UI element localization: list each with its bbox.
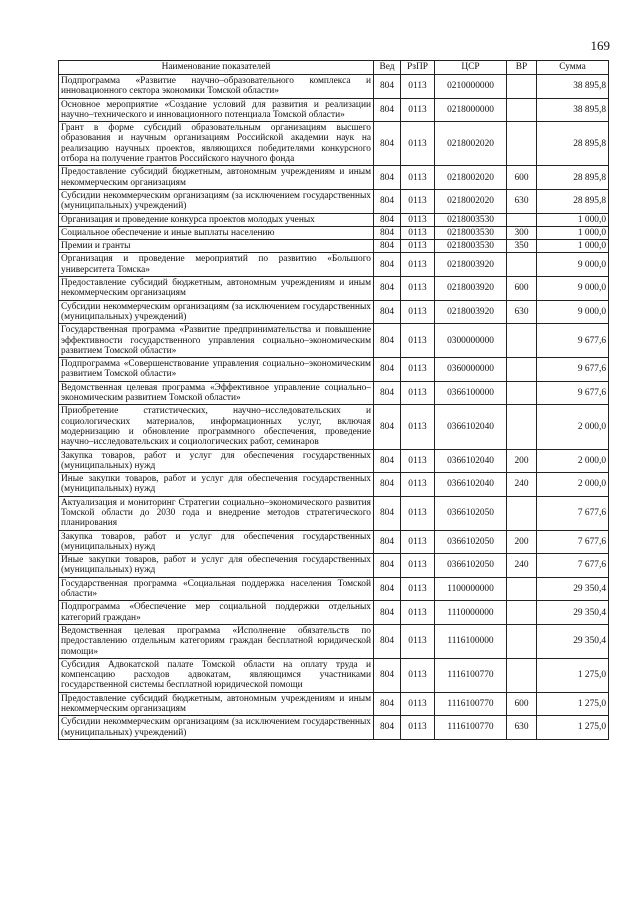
budget-table — [58, 60, 609, 740]
row-ved: 804 — [374, 277, 401, 301]
table-row — [59, 300, 609, 324]
row-rzpr: 0113 — [401, 716, 435, 740]
row-sum: 7 677,6 — [537, 530, 609, 554]
row-sum: 28 895,8 — [537, 122, 609, 166]
row-name: Организация и проведение конкурса проектов молодых ученых — [59, 213, 374, 226]
row-sum: 9 677,6 — [537, 381, 609, 405]
row-csr: 0218003530 — [435, 226, 507, 239]
row-vr: 240 — [507, 554, 537, 578]
row-csr: 0360000000 — [435, 358, 507, 382]
row-csr: 1116100770 — [435, 658, 507, 692]
row-name: Основное мероприятие «Создание условий для развития и реализации научно–технического и инновационного потенциала Томской области» — [59, 98, 374, 122]
table-row — [59, 189, 609, 213]
row-csr: 0366102040 — [435, 405, 507, 449]
row-csr: 0218003920 — [435, 277, 507, 301]
row-vr — [507, 75, 537, 99]
row-csr: 1100000000 — [435, 577, 507, 601]
row-ved: 804 — [374, 166, 401, 190]
table-row — [59, 166, 609, 190]
row-rzpr: 0113 — [401, 358, 435, 382]
row-sum: 29 350,4 — [537, 577, 609, 601]
row-rzpr: 0113 — [401, 213, 435, 226]
table-row — [59, 226, 609, 239]
row-name: Предоставление субсидий бюджетным, автономным учреждениям и иным некоммерческим организациям — [59, 692, 374, 716]
row-rzpr: 0113 — [401, 253, 435, 277]
row-rzpr: 0113 — [401, 530, 435, 554]
row-name: Организация и проведение мероприятий по развитию «Большого университета Томска» — [59, 253, 374, 277]
table-row — [59, 98, 609, 122]
row-name: Актуализация и мониторинг Стратегии социально–экономического развития Томской области до 2030 года и внедрение методов стратегического планирования — [59, 496, 374, 530]
row-name: Ведомственная целевая программа «Эффективное управление социально–экономическим развитием Томской области» — [59, 381, 374, 405]
table-row — [59, 75, 609, 99]
row-rzpr: 0113 — [401, 166, 435, 190]
table-row — [59, 658, 609, 692]
table-row — [59, 122, 609, 166]
row-vr — [507, 253, 537, 277]
row-sum: 9 000,0 — [537, 253, 609, 277]
row-name: Предоставление субсидий бюджетным, автономным учреждениям и иным некоммерческим организациям — [59, 166, 374, 190]
row-csr: 0218000000 — [435, 98, 507, 122]
table-row — [59, 530, 609, 554]
row-vr — [507, 624, 537, 658]
row-ved: 804 — [374, 496, 401, 530]
row-sum: 2 000,0 — [537, 449, 609, 473]
table-row — [59, 358, 609, 382]
row-ved: 804 — [374, 358, 401, 382]
row-csr: 0218002020 — [435, 189, 507, 213]
row-ved: 804 — [374, 692, 401, 716]
row-vr — [507, 658, 537, 692]
row-ved: 804 — [374, 624, 401, 658]
row-csr: 0366100000 — [435, 381, 507, 405]
header-name: Наименование показателей — [59, 61, 374, 75]
row-csr: 0300000000 — [435, 324, 507, 358]
table-row — [59, 240, 609, 253]
row-sum: 9 000,0 — [537, 277, 609, 301]
row-csr: 0366102050 — [435, 530, 507, 554]
row-vr — [507, 324, 537, 358]
row-csr: 0366102040 — [435, 473, 507, 497]
row-csr: 1116100770 — [435, 692, 507, 716]
row-name: Государственная программа «Социальная поддержка населения Томской области» — [59, 577, 374, 601]
table-header-row — [59, 61, 609, 75]
row-csr: 0218003530 — [435, 213, 507, 226]
row-rzpr: 0113 — [401, 658, 435, 692]
table-row — [59, 624, 609, 658]
row-vr: 200 — [507, 530, 537, 554]
row-sum: 1 275,0 — [537, 692, 609, 716]
row-name: Иные закупки товаров, работ и услуг для обеспечения государственных (муниципальных) нужд — [59, 473, 374, 497]
table-row — [59, 496, 609, 530]
row-sum: 9 677,6 — [537, 358, 609, 382]
row-ved: 804 — [374, 253, 401, 277]
table-row — [59, 277, 609, 301]
row-csr: 0218002020 — [435, 166, 507, 190]
table-row — [59, 577, 609, 601]
row-csr: 0366102050 — [435, 496, 507, 530]
row-rzpr: 0113 — [401, 405, 435, 449]
row-ved: 804 — [374, 449, 401, 473]
row-rzpr: 0113 — [401, 98, 435, 122]
row-rzpr: 0113 — [401, 381, 435, 405]
table-row — [59, 473, 609, 497]
table-row — [59, 692, 609, 716]
row-rzpr: 0113 — [401, 692, 435, 716]
row-vr: 630 — [507, 189, 537, 213]
row-ved: 804 — [374, 381, 401, 405]
row-rzpr: 0113 — [401, 300, 435, 324]
row-ved: 804 — [374, 226, 401, 239]
row-sum: 38 895,8 — [537, 75, 609, 99]
row-rzpr: 0113 — [401, 554, 435, 578]
row-ved: 804 — [374, 75, 401, 99]
row-sum: 28 895,8 — [537, 166, 609, 190]
row-csr: 1116100000 — [435, 624, 507, 658]
row-sum: 1 275,0 — [537, 658, 609, 692]
row-sum: 28 895,8 — [537, 189, 609, 213]
row-sum: 9 677,6 — [537, 324, 609, 358]
table-row — [59, 554, 609, 578]
row-vr: 630 — [507, 300, 537, 324]
row-rzpr: 0113 — [401, 449, 435, 473]
row-name: Предоставление субсидий бюджетным, автономным учреждениям и иным некоммерческим организациям — [59, 277, 374, 301]
table-row — [59, 405, 609, 449]
row-csr: 1116100770 — [435, 716, 507, 740]
row-rzpr: 0113 — [401, 577, 435, 601]
header-ved: Вед — [374, 61, 401, 75]
row-sum: 2 000,0 — [537, 405, 609, 449]
row-vr: 200 — [507, 449, 537, 473]
row-ved: 804 — [374, 324, 401, 358]
row-rzpr: 0113 — [401, 324, 435, 358]
header-csr: ЦСР — [435, 61, 507, 75]
row-sum: 38 895,8 — [537, 98, 609, 122]
row-name: Иные закупки товаров, работ и услуг для обеспечения государственных (муниципальных) нужд — [59, 554, 374, 578]
row-sum: 29 350,4 — [537, 624, 609, 658]
row-rzpr: 0113 — [401, 624, 435, 658]
row-name: Подпрограмма «Развитие научно–образовательного комплекса и инновационного сектора экономики Томской области» — [59, 75, 374, 99]
row-vr — [507, 98, 537, 122]
row-ved: 804 — [374, 716, 401, 740]
row-name: Подпрограмма «Обеспечение мер социальной поддержки отдельных категорий граждан» — [59, 601, 374, 625]
row-ved: 804 — [374, 405, 401, 449]
row-name: Закупка товаров, работ и услуг для обеспечения государственных (муниципальных) нужд — [59, 530, 374, 554]
row-vr — [507, 122, 537, 166]
row-csr: 1110000000 — [435, 601, 507, 625]
row-rzpr: 0113 — [401, 277, 435, 301]
row-name: Субсидии некоммерческим организациям (за исключением государственных (муниципальных) учреждений) — [59, 189, 374, 213]
row-sum: 1 000,0 — [537, 240, 609, 253]
row-name: Премии и гранты — [59, 240, 374, 253]
row-vr: 600 — [507, 692, 537, 716]
row-rzpr: 0113 — [401, 189, 435, 213]
row-ved: 804 — [374, 473, 401, 497]
row-ved: 804 — [374, 240, 401, 253]
header-sum: Сумма — [537, 61, 609, 75]
row-sum: 29 350,4 — [537, 601, 609, 625]
header-vr: ВР — [507, 61, 537, 75]
header-rzpr: РзПР — [401, 61, 435, 75]
row-name: Грант в форме субсидий образовательным организациям высшего образования и научным организациям Российской академии наук на реализацию научных проектов, являющихся победителями конкурсного отбора на получение грантов Российского научного фонда — [59, 122, 374, 166]
table-row — [59, 324, 609, 358]
row-vr: 630 — [507, 716, 537, 740]
row-csr: 0218002020 — [435, 122, 507, 166]
row-name: Субсидии некоммерческим организациям (за исключением государственных (муниципальных) учреждений) — [59, 300, 374, 324]
row-csr: 0366102040 — [435, 449, 507, 473]
row-rzpr: 0113 — [401, 496, 435, 530]
row-csr: 0218003530 — [435, 240, 507, 253]
row-rzpr: 0113 — [401, 473, 435, 497]
row-rzpr: 0113 — [401, 226, 435, 239]
row-name: Подпрограмма «Совершенствование управления социально–экономическим развитием Томской области» — [59, 358, 374, 382]
row-csr: 0366102050 — [435, 554, 507, 578]
row-ved: 804 — [374, 300, 401, 324]
row-vr — [507, 577, 537, 601]
row-vr: 350 — [507, 240, 537, 253]
table-row — [59, 601, 609, 625]
row-name: Социальное обеспечение и иные выплаты населению — [59, 226, 374, 239]
row-vr — [507, 601, 537, 625]
row-name: Субсидия Адвокатской палате Томской области на оплату труда и компенсацию расходов адвокатам, являющимся участниками государственной системы бесплатной юридической помощи — [59, 658, 374, 692]
row-ved: 804 — [374, 658, 401, 692]
row-vr — [507, 213, 537, 226]
row-sum: 1 000,0 — [537, 226, 609, 239]
row-ved: 804 — [374, 122, 401, 166]
row-name: Приобретение статистических, научно–исследовательских и социологических материалов, информационных услуг, включая модернизацию и обновление программного обеспечения, проведение научно–исследовательских и социологических работ, семинаров — [59, 405, 374, 449]
row-sum: 9 000,0 — [537, 300, 609, 324]
row-ved: 804 — [374, 530, 401, 554]
table-row — [59, 716, 609, 740]
row-vr — [507, 381, 537, 405]
row-rzpr: 0113 — [401, 240, 435, 253]
row-sum: 2 000,0 — [537, 473, 609, 497]
row-vr — [507, 358, 537, 382]
row-vr: 600 — [507, 166, 537, 190]
row-name: Закупка товаров, работ и услуг для обеспечения государственных (муниципальных) нужд — [59, 449, 374, 473]
row-ved: 804 — [374, 189, 401, 213]
row-sum: 7 677,6 — [537, 554, 609, 578]
row-name: Ведомственная целевая программа «Исполнение обязательств по предоставлению отдельным категориям граждан бесплатной юридической помощи» — [59, 624, 374, 658]
page-number: 169 — [590, 38, 610, 53]
table-row — [59, 253, 609, 277]
table-row — [59, 381, 609, 405]
row-vr — [507, 405, 537, 449]
table-row — [59, 449, 609, 473]
row-ved: 804 — [374, 554, 401, 578]
row-rzpr: 0113 — [401, 122, 435, 166]
row-csr: 0210000000 — [435, 75, 507, 99]
row-rzpr: 0113 — [401, 601, 435, 625]
row-ved: 804 — [374, 213, 401, 226]
table-row — [59, 213, 609, 226]
row-csr: 0218003920 — [435, 300, 507, 324]
row-sum: 1 000,0 — [537, 213, 609, 226]
row-rzpr: 0113 — [401, 75, 435, 99]
row-sum: 7 677,6 — [537, 496, 609, 530]
table-body — [59, 75, 609, 740]
row-vr — [507, 496, 537, 530]
row-vr: 300 — [507, 226, 537, 239]
row-ved: 804 — [374, 577, 401, 601]
row-name: Субсидии некоммерческим организациям (за исключением государственных (муниципальных) учреждений) — [59, 716, 374, 740]
row-ved: 804 — [374, 601, 401, 625]
row-ved: 804 — [374, 98, 401, 122]
row-vr: 240 — [507, 473, 537, 497]
row-csr: 0218003920 — [435, 253, 507, 277]
row-name: Государственная программа «Развитие предпринимательства и повышение эффективности государственного управления социально–экономическим развитием Томской области» — [59, 324, 374, 358]
row-sum: 1 275,0 — [537, 716, 609, 740]
row-vr: 600 — [507, 277, 537, 301]
